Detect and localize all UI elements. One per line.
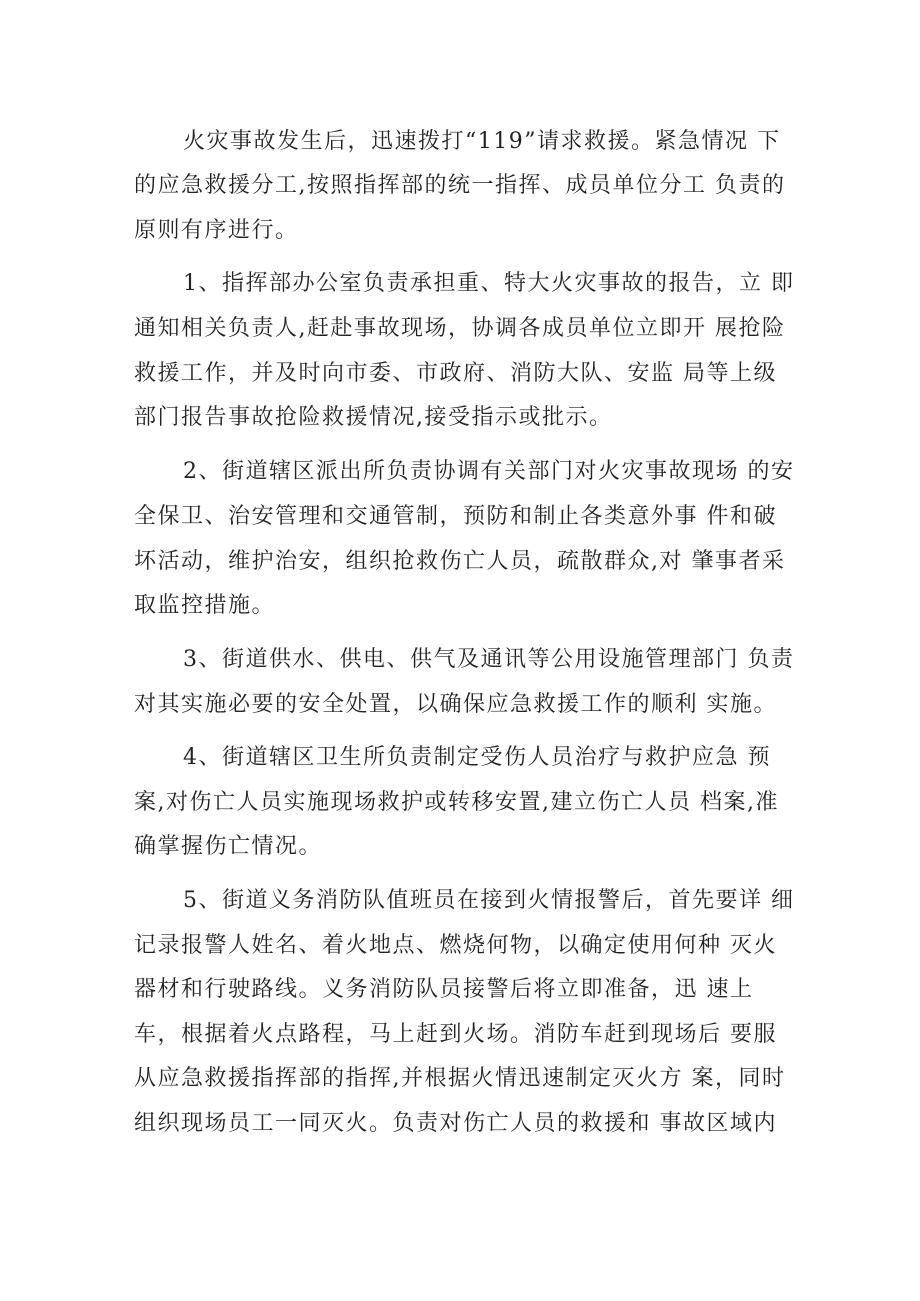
text-line: 火灾事故发生后，迅速拨打“119”请求救援。紧急情况 下 xyxy=(183,129,781,154)
text-line: 2、街道辖区派出所负责协调有关部门对火灾事故现场 的安 xyxy=(183,459,795,484)
text-line: 车，根据着火点路程，马上赶到火场。消防车赶到现场后 要服 xyxy=(134,1022,777,1047)
text-line: 通知相关负责人,赶赴事故现场，协调各成员单位立即开 展抢险 xyxy=(134,316,786,341)
text-line: 从应急救援指挥部的指挥,并根据火情迅速制定灭火方 案，同时 xyxy=(134,1066,786,1091)
text-line: 确掌握伤亡情况。 xyxy=(134,834,323,859)
text-line: 的应急救援分工,按照指挥部的统一指挥、成员单位分工 负责的 xyxy=(134,173,786,198)
text-line: 案,对伤亡人员实施现场救护或转移安置,建立伤亡人员 档案,准 xyxy=(134,790,779,815)
text-line: 救援工作，并及时向市委、市政府、消防大队、安监 局等上级 xyxy=(134,361,777,386)
text-line: 部门报告事故抢险救援情况,接受指示或批示。 xyxy=(134,405,613,430)
text-line: 取监控措施。 xyxy=(134,593,276,618)
text-line: 1、指挥部办公室负责承担重、特大火灾事故的报告，立 即 xyxy=(183,271,795,296)
text-line: 坏活动，维护治安，组织抢救伤亡人员，疏散群众,对 肇事者采 xyxy=(134,549,786,574)
text-line: 全保卫、治安管理和交通管制，预防和制止各类意外事 件和破 xyxy=(134,504,777,529)
text-line: 原则有序进行。 xyxy=(134,218,299,243)
text-line: 记录报警人姓名、着火地点、燃烧何物，以确定使用何种 灭火 xyxy=(134,933,777,958)
text-line: 组织现场员工一同灭火。负责对伤亡人员的救援和 事故区域内 xyxy=(134,1111,777,1136)
text-line: 5、街道义务消防队值班员在接到火情报警后，首先要详 细 xyxy=(183,888,795,913)
text-line: 对其实施必要的安全处置，以确保应急救援工作的顺利 实施。 xyxy=(134,692,777,717)
text-line: 器材和行驶路线。义务消防队员接警后将立即准备，迅 速上 xyxy=(134,977,754,1002)
text-line: 4、街道辖区卫生所负责制定受伤人员治疗与救护应急 预 xyxy=(183,745,771,770)
text-line: 3、街道供水、供电、供气及通讯等公用设施管理部门 负责 xyxy=(183,647,795,672)
